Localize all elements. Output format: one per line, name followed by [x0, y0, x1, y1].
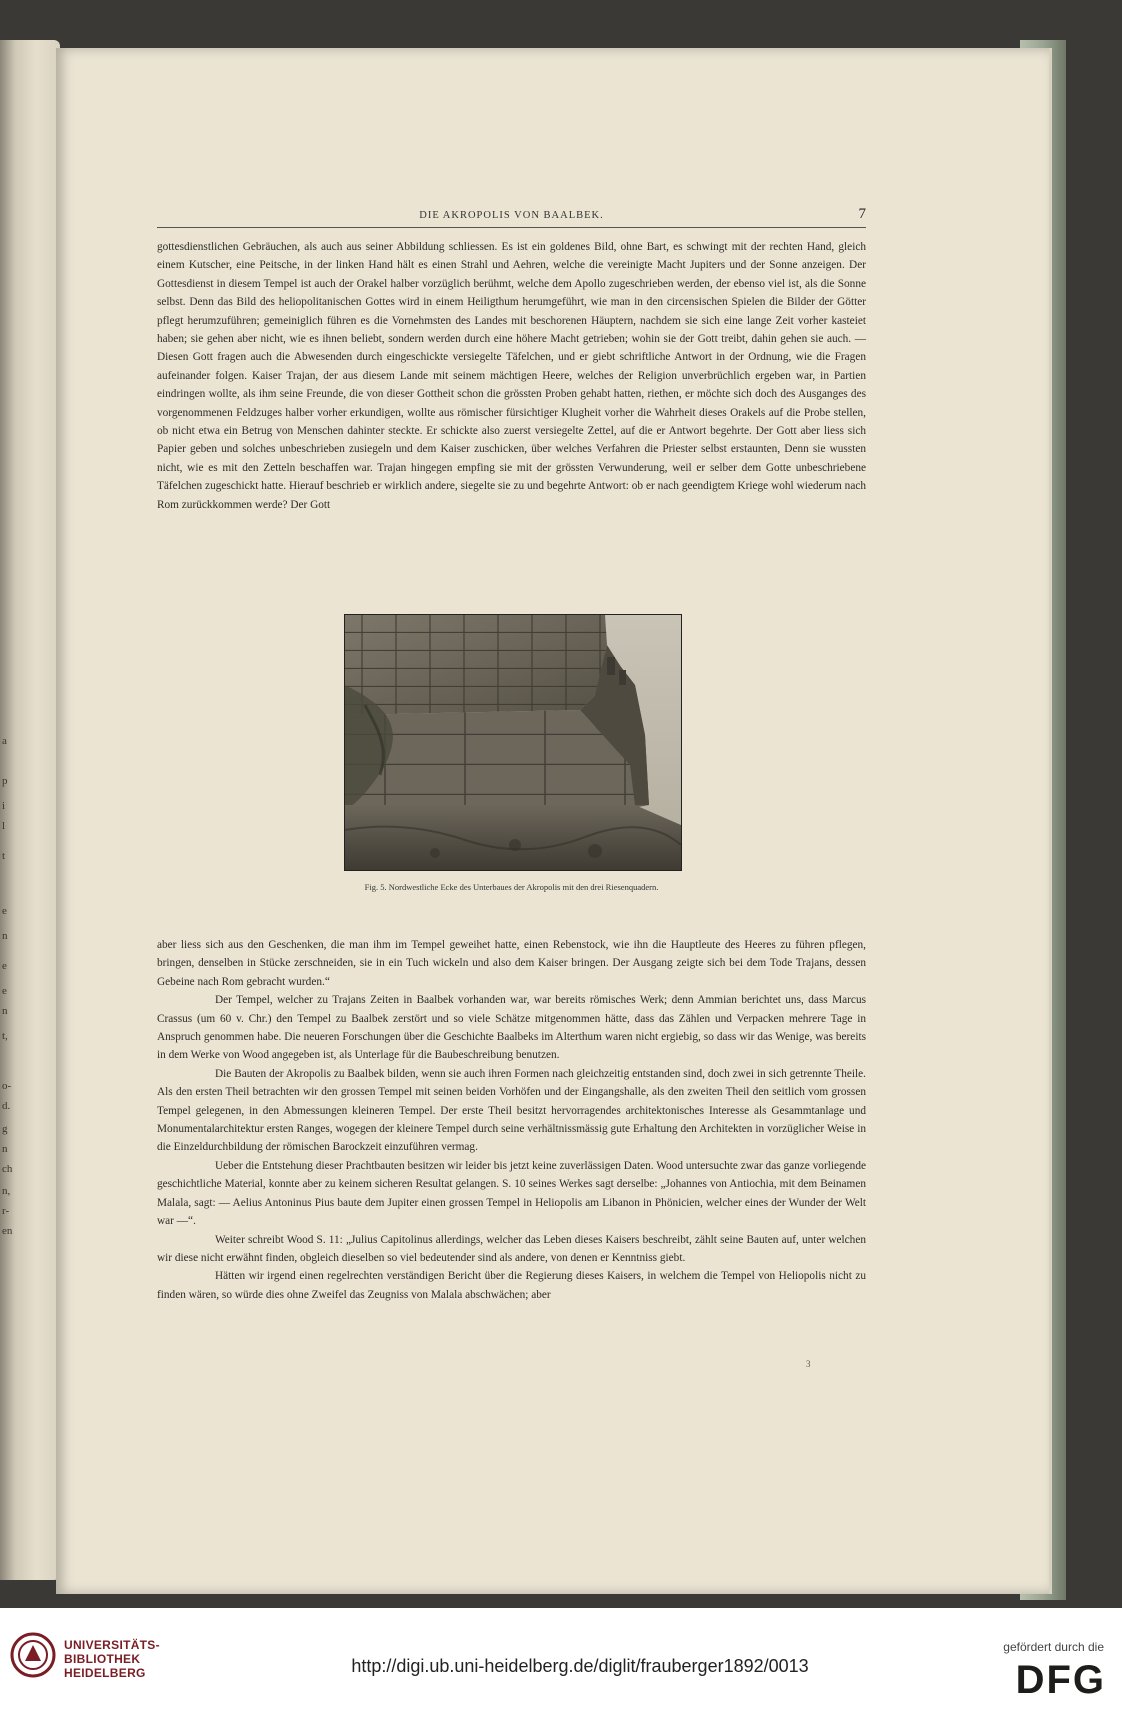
left-page-letter: n [2, 930, 8, 942]
left-page-letter: e [2, 960, 7, 972]
figure-photo-baalbek-wall [344, 614, 682, 871]
left-page-letter: o- [2, 1080, 12, 1092]
paragraph: Hätten wir irgend einen regelrechten verständigen Bericht über die Regierung dieses Kaisers, in welchem die Tempel von Heliopolis nicht zu finden wären, so würde dies ohne Zweifel das Zeugniss von Malala abschwächen; aber [157, 1270, 866, 1301]
text-block-top [157, 238, 866, 514]
left-page-letter: l [2, 820, 6, 832]
funded-by-label: gefördert durch die [1003, 1640, 1104, 1654]
paragraph: Der Tempel, welcher zu Trajans Zeiten in Baalbek vorhanden war, war bereits römisches Werk; denn Ammian berichtet uns, dass Marcus Crassus (um 60 v. Chr.) den Tempel zu Baalbek zerstört und so viele Schätze mitgenommen hätte, dass das Zählen und Verpacken mehrere Tage in Anspruch genommen habe. Die neueren Forschungen über die Geschichte Baalbeks im Alterthum waren nicht ergiebig, so dass wir das Wenige, was bereits in dem Werke von Wood angegeben ist, als Unterlage für die Baubeschreibung benutzen. [157, 994, 866, 1062]
permalink-url[interactable]: http://digi.ub.uni-heidelberg.de/diglit/frauberger1892/0013 [351, 1656, 809, 1676]
left-page-letter: e [2, 985, 7, 997]
institution-line: BIBLIOTHEK [64, 1652, 141, 1666]
paragraph: Weiter schreibt Wood S. 11: „Julius Capitolinus allerdings, welcher das Leben dieses Kaisers beschreibt, zählt seine Bauten auf, unter welchen wir diese nicht erwähnt finden, obgleich dieselben so viel bedeutender sind als andere, von denen er Kenntniss giebt. [157, 1233, 866, 1264]
photo-illustration [345, 615, 681, 870]
paragraph: Die Bauten der Akropolis zu Baalbek bilden, wenn sie auch ihren Formen nach gleichzeitig entstanden sind, doch zwei in sich getrennte Theile. Als den ersten Theil betrachten wir den grossen Tempel mit seinen beiden Vorhöfen und der Eingangshalle, als den zweiten Theil den seitlich vom grossen Tempel gelegenen, in den Abmessungen kleineren Tempel. Der erste Theil besitzt hervorragendes architektonisches Interesse als Gesammtanlage und Monumentalarchitektur ersten Ranges, wogegen der kleinere Tempel durch seine verhältnissmässig gute Erhaltung den Architekten in vorzüglicher Weise in die Einzeldurchbildung der römischen Barockzeit einzuführen vermag. [157, 1067, 866, 1154]
left-page-letters [0, 40, 60, 1580]
university-library-logo-icon [10, 1632, 56, 1678]
left-page-letter: ch [2, 1163, 13, 1175]
left-page-edge [0, 40, 60, 1580]
viewer-footer [0, 1608, 1122, 1715]
paragraph: aber liess sich aus den Geschenken, die man ihm im Tempel geweihet hatte, einen Rebenstock, wie ihn die Hauptleute des Heeres zu führen pflegen, bringen, denselben in Stücke zerschneiden, sie in ein Tuch wickeln und also dem Kaiser bringen. Der Ausgang zeigte sich bei dem Tode Trajans, dessen Gebeine nach Rom gebracht wurden.“ [157, 939, 866, 988]
left-page-letter: n, [2, 1185, 11, 1197]
left-page-letter: t, [2, 1030, 8, 1042]
institution-name [64, 1638, 160, 1680]
page-number: 7 [858, 206, 866, 222]
institution-line: HEIDELBERG [64, 1666, 146, 1680]
left-page-letter: g [2, 1123, 8, 1135]
left-page-letter: e [2, 905, 7, 917]
left-page-letter: i [2, 800, 6, 812]
header-title: DIE AKROPOLIS VON BAALBEK. [419, 210, 604, 221]
left-page-letter: en [2, 1225, 13, 1237]
left-page-letter: n [2, 1143, 8, 1155]
text-block-bottom [157, 936, 866, 1304]
left-page-letter: n [2, 1005, 8, 1017]
institution-line: UNIVERSITÄTS- [64, 1638, 160, 1652]
left-page-letter: d. [2, 1100, 11, 1112]
paragraph: Ueber die Entstehung dieser Prachtbauten besitzen wir leider bis jetzt keine zuverlässigen Daten. Wood untersuchte zwar das ganze vorliegende geschichtliche Material, konnte aber zu keinem sicheren Resultat gelangen. S. 10 seines Werkes sagt derselbe: „Johannes von Antiochia, mit dem Beinamen Malala, sagt: — Aelius Antoninus Pius baute dem Jupiter einen grossen Tempel in Heliopolis am Libanon in Phönicien, welcher eines der Wunder der Welt war —“. [157, 1159, 866, 1228]
paragraph: gottesdienstlichen Gebräuchen, als auch aus seiner Abbildung schliessen. Es ist ein goldenes Bild, ohne Bart, es schwingt mit der rechten Hand, gleich einem Kutscher, eine Peitsche, in der linken Hand hält es einen Strahl und Aehren, welche die vereinigte Macht Jupiters und der Sonne anzeigen. Der Gottesdienst in diesem Tempel ist auch der Orakel halber vorzüglich berühmt, welche dem Apollo zugeschrieben werden, der ebenso viel ist, als die Sonne selbst. Denn das Bild des heliopolitanischen Gottes wird in einem Heiligthum herumgeführt, wie man in den circensischen Spielen die Bilder der Götter pflegt herumzuführen; gemeiniglich führen es die Vornehmsten des Landes mit beschorenen Häuptern, nachdem sie sich eine lange Zeit vorher kasteiet haben; sie gehen aber nicht, wie es ihnen beliebt, sondern werden durch eine höhere Macht getrieben; wohin sie der Gott treibt, dahin gehen sie auch. — Diesen Gott fragen auch die Abwesenden durch eingeschickte versiegelte Täfelchen, und er giebt schriftliche Antwort in der Ordnung, wie die Fragen aufeinander folgen. Kaiser Trajan, der aus diesem Lande mit seinem mächtigen Heere, welches der Religion unverbrüchlich ergeben war, in Partien eindringen wollte, als ihm seine Freunde, die von dieser Gottheit schon die grössten Proben gehabt hatten, riethen, er möchte sich doch des Ausganges des vorgenommenen Feldzuges halber vorher erkundigen, wollte aus römischer fürsichtiger Klugheit vorher die Wahrheit dieses Orakels auf die Probe stellen, ob nicht etwa ein Betrug von Menschen dahinter steckte. Er schickte also zuerst versiegelte Zettel, auf die er Antwort begehrte. Der Gott aber liess sich Papier geben und solches unbeschrieben zusiegeln und dem Kaiser zuschicken, über welches Verfahren die Priester selbst erstaunten, Denn sie wussten nicht, wie es mit den Zetteln beschaffen war. Trajan hingegen empfing sie mit der grössten Verwunderung, weil er selber dem Gotte unbeschriebene Täfelchen zugeschickt hatte. Hierauf beschrieb er wirklich andere, siegelte sie zu und begehrte Antwort: ob er nach geendigtem Kriege wohl wiederum nach Rom zurückkommen werde? Der Gott [157, 241, 866, 511]
left-page-letter: r- [2, 1205, 10, 1217]
dfg-logo: DFG [1015, 1658, 1106, 1702]
left-page-letter: t [2, 850, 6, 862]
signature-mark: 3 [806, 1359, 811, 1369]
running-header [157, 207, 866, 228]
figure-caption: Fig. 5. Nordwestliche Ecke des Unterbaues der Akropolis mit den drei Riesenquadern. [364, 882, 659, 892]
left-page-letter: p [2, 775, 8, 787]
left-page-letter: a [2, 735, 7, 747]
